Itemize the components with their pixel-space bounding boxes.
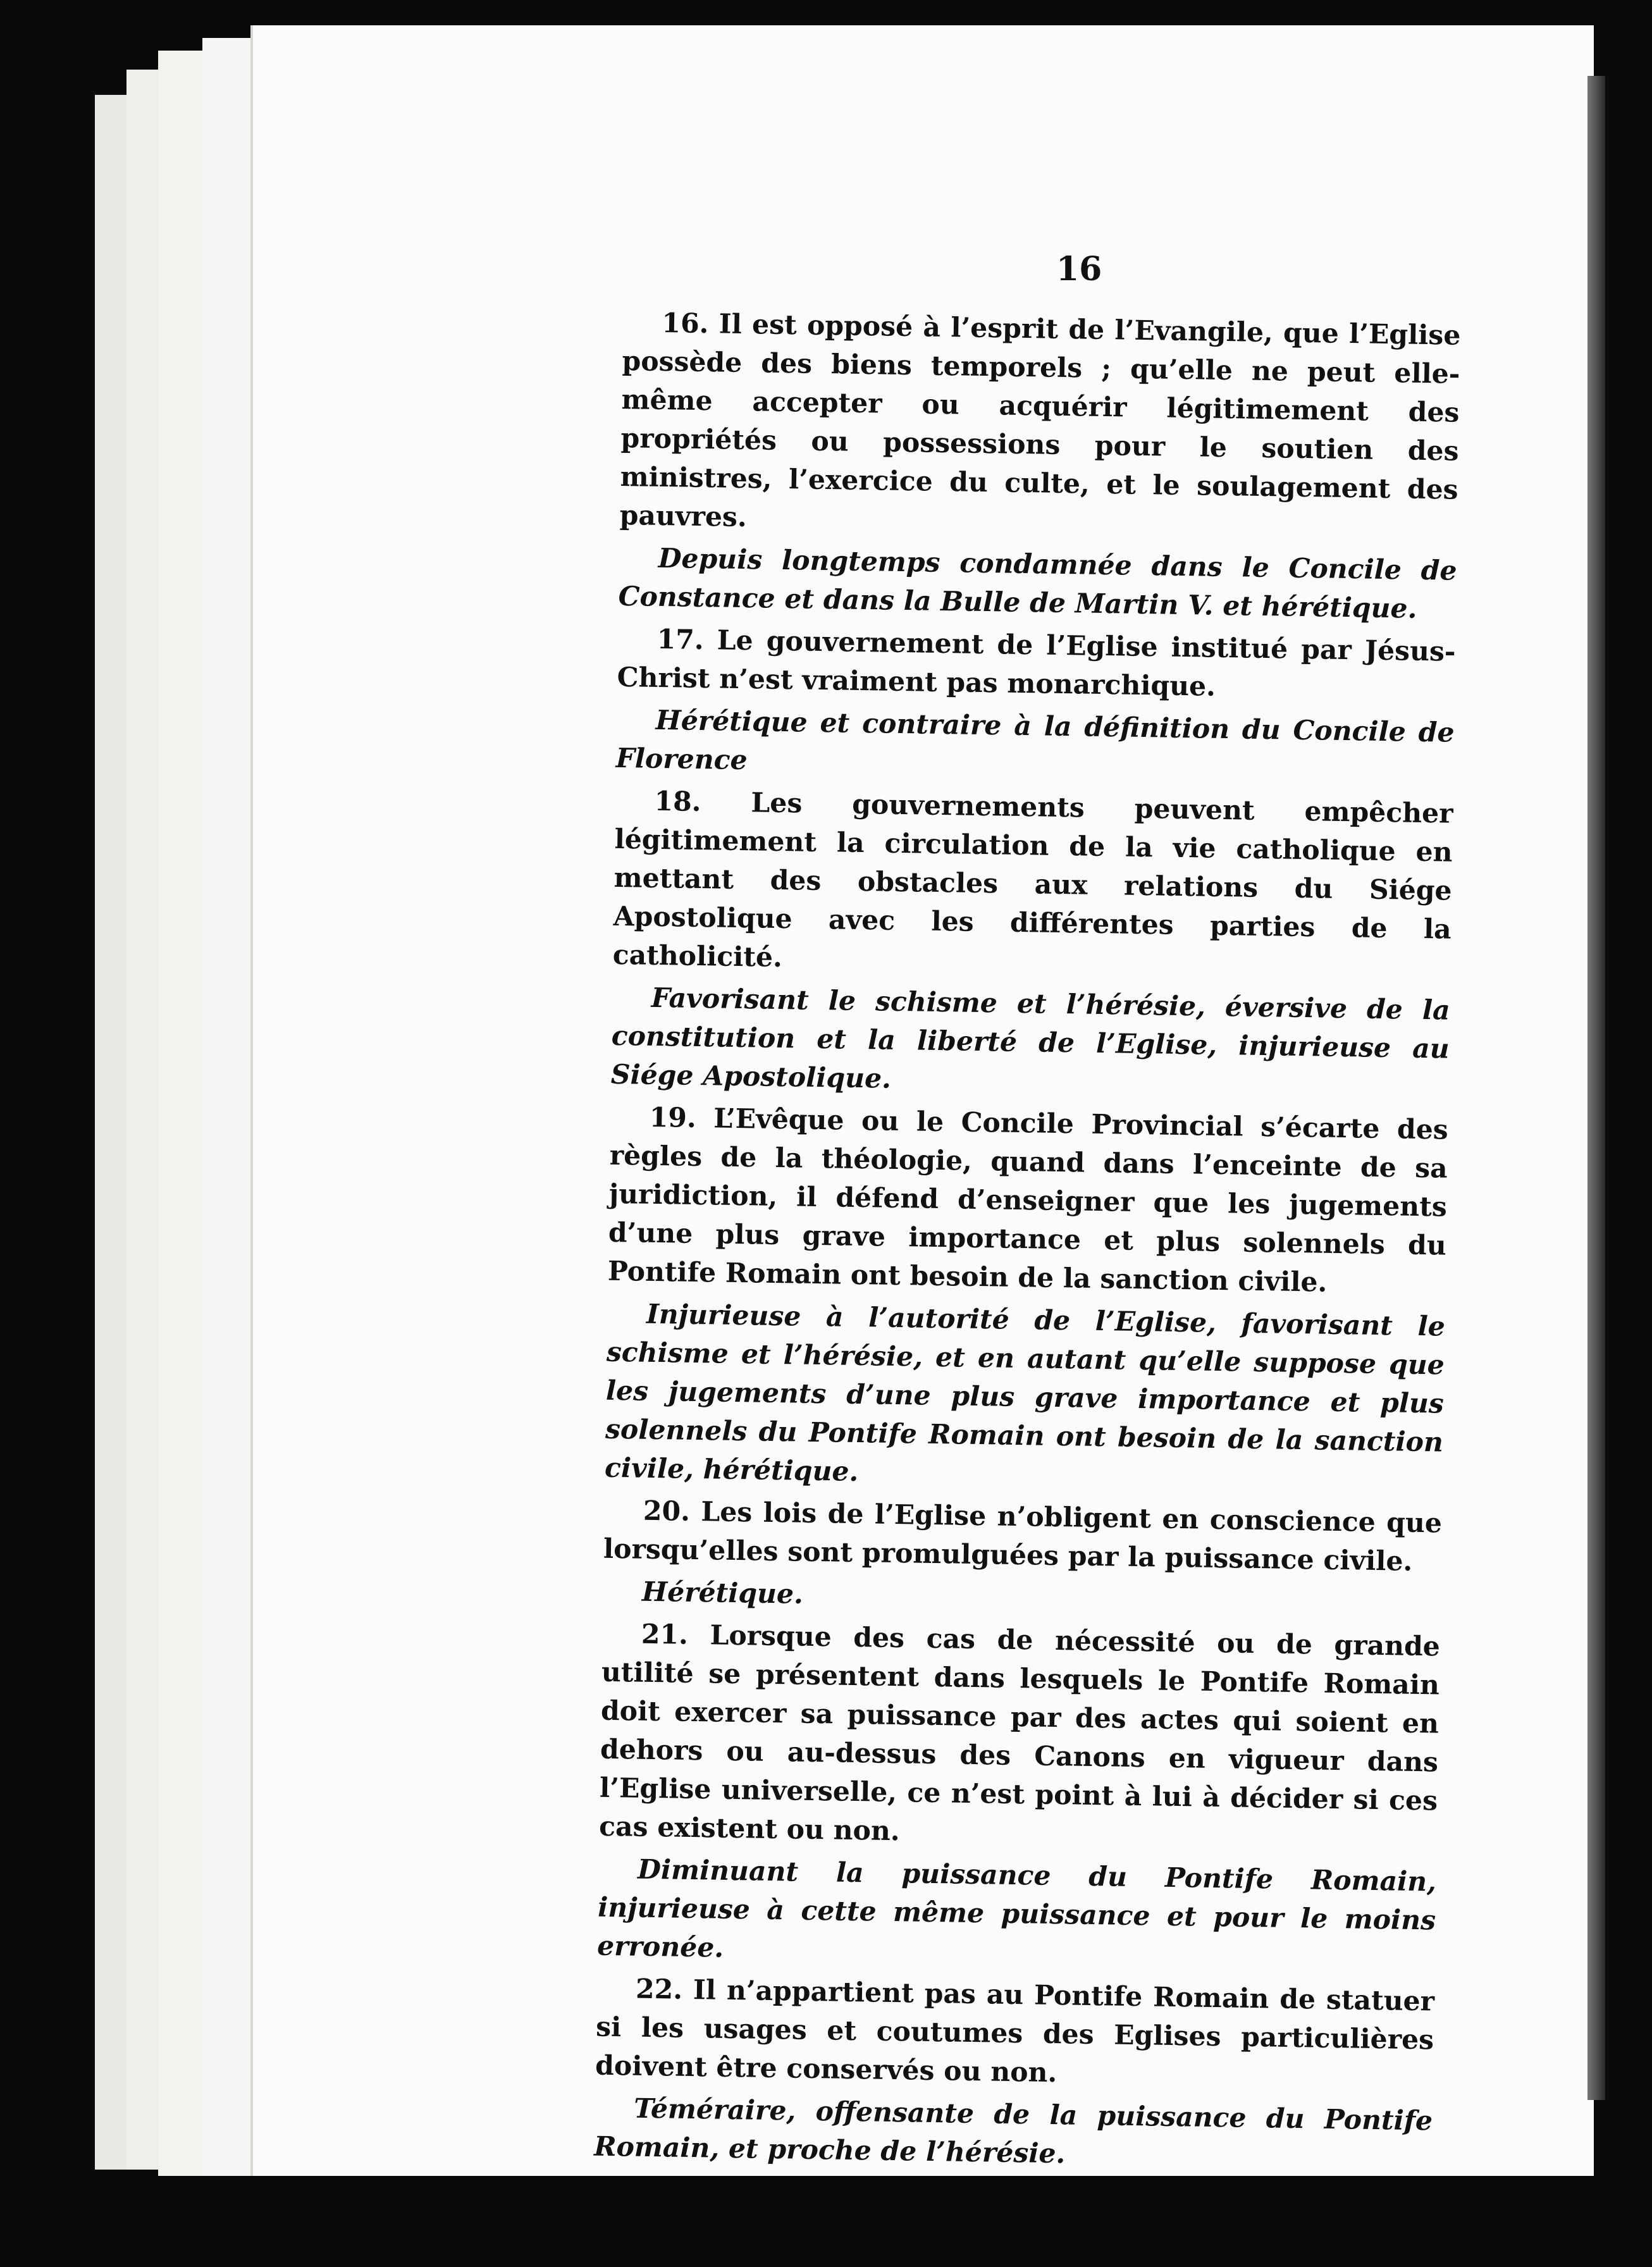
page-text (594, 304, 1461, 2183)
censure-20: Hérétique. (641, 1576, 804, 1610)
censure-21: Diminuant la puissance du Pontife Romain, injurieuse à cette même puissance et pour le moins erronée. (596, 1853, 1437, 1964)
article-16: 16. Il est opposé à l’esprit de l’Evangile, que l’Eglise possède des biens temporels ; qu’elle ne peut elle-même accepter ou acquérir légitimement des propriétés ou possessions pour le soutien des ministres, l’exercice du culte, et le soulagement des pauvres. (619, 307, 1461, 534)
article-22: 22. Il n’appartient pas au Pontife Romain de statuer si les usages et coutumes des Eglises particulières doivent être conservés ou non. (595, 1973, 1435, 2089)
book-spine (1587, 76, 1605, 2100)
article-18: 18. Les gouvernements peuvent empêcher légitimement la circulation de la vie catholique en mettant des obstacles aux relations du Siége Apostolique avec les différentes parties de la catholicité. (612, 785, 1453, 974)
page-number: 16 (1056, 250, 1102, 288)
censure-16: Depuis longtemps condamnée dans le Concile de Constance et dans la Bulle de Martin V. et hérétique. (618, 542, 1457, 625)
article-21: 21. Lorsque des cas de nécessité ou de grande utilité se présentent dans lesquels le Pontife Romain doit exercer sa puissance par des actes qui soient en dehors ou au-dessus des Canons en vigueur dans l’Eglise universelle, ce n’est point à lui à décider si ces cas existent ou non. (598, 1618, 1441, 1848)
censure-18: Favorisant le schisme et l’hérésie, éversive de la constitution et la liberté de l’Eglise, injurieuse au Siége Apostolique. (610, 982, 1450, 1095)
censure-17: Hérétique et contraire à la définition du Concile de Florence (615, 704, 1455, 777)
article-17: 17. Le gouvernement de l’Eglise institué par Jésus-Christ n’est vraiment pas monarchique. (617, 623, 1456, 703)
censure-22: Téméraire, offensante de la puissance du Pontife Romain, et proche de l’hérésie. (593, 2092, 1433, 2170)
article-20: 20. Les lois de l’Eglise n’obligent en conscience que lorsqu’elles sont promulguées par la puissance civile. (603, 1495, 1443, 1578)
censure-19: Injurieuse à l’autorité de l’Eglise, favorisant le schisme et l’hérésie, et en autant qu’elle suppose que les jugements d’une plus grave importance et plus solennels du Pontife Romain ont besoin de la sanction civile, hérétique. (604, 1298, 1446, 1488)
article-19: 19. L’Evêque ou le Concile Provincial s’écarte des règles de la théologie, quand dans l’enceinte de sa juridiction, il défend d’enseigner que les jugements d’une plus grave importance et plus solennels du Pontife Romain ont besoin de la sanction civile. (607, 1101, 1449, 1299)
